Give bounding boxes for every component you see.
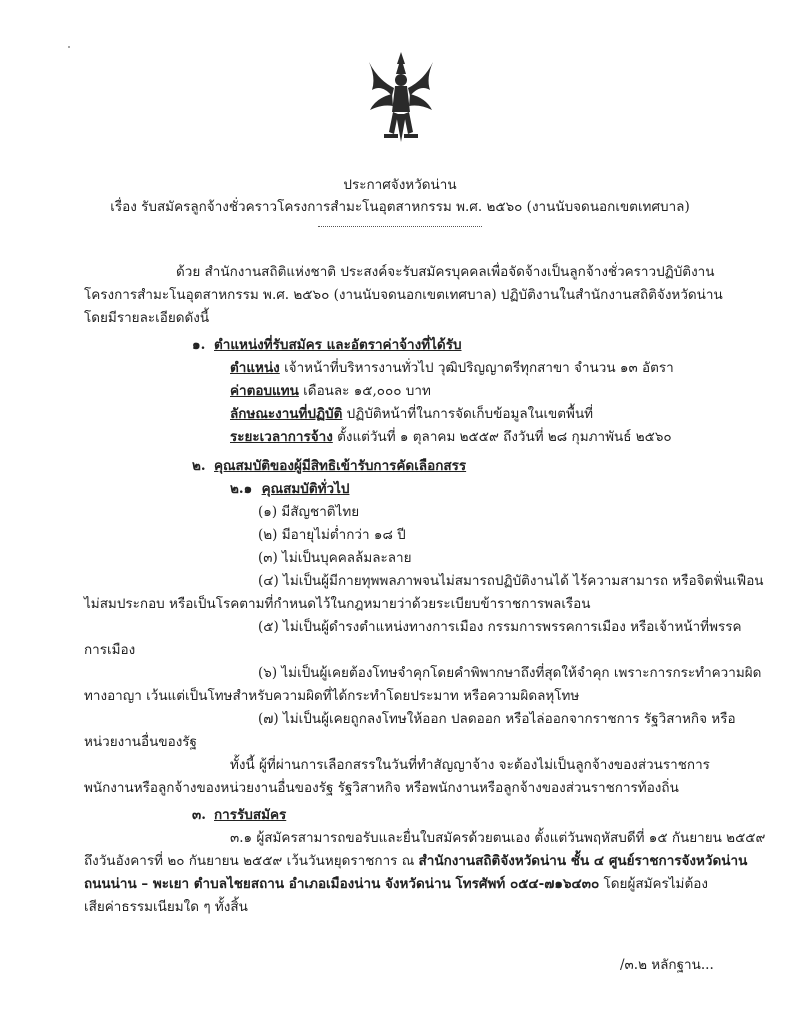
subsection-2-1-heading: คุณสมบัติทั่วไป — [261, 481, 350, 497]
position-value: เจ้าหน้าที่บริหารงานทั่วไป วุฒิปริญญาตรีทุกสาขา จำนวน ๑๓ อัตรา — [279, 360, 674, 376]
period-row — [230, 428, 672, 446]
application-address: ถนนน่าน – พะเยา ตำบลไชยสถาน อำเภอเมืองน่าน จังหวัดน่าน โทรศัพท์ ๐๕๔-๗๑๖๔๓๐ — [84, 876, 600, 892]
qualification-item-7-line-1: (๗) ไม่เป็นผู้เคยถูกลงโทษให้ออก ปลดออก หรือไล่ออกจากราชการ รัฐวิสาหกิจ หรือ — [258, 711, 736, 727]
qualification-item-4-line-2: ไม่สมประกอบ หรือเป็นโรคตามที่กำหนดไว้ในกฎหมายว่าด้วยระเบียบข้าราชการพลเรือน — [84, 596, 591, 612]
qualification-item-5-line-1: (๕) ไม่เป็นผู้ดำรงตำแหน่งทางการเมือง กรรมการพรรคการเมือง หรือเจ้าหน้าที่พรรค — [258, 619, 742, 635]
section-2-number: ๒. — [192, 458, 206, 474]
nature-label: ลักษณะงานที่ปฏิบัติ — [230, 406, 343, 422]
subject-line: เรื่อง รับสมัครลูกจ้างชั่วคราวโครงการสำมะโนอุตสาหกรรม พ.ศ. ๒๕๖๐ (งานนับจดนอกเขตเทศบาล) — [110, 199, 690, 215]
qualification-item-4-line-1: (๔) ไม่เป็นผู้มีกายทุพพลภาพจนไม่สมารถปฏิบัติงานได้ ไร้ความสามารถ หรือจิตฟั่นเฟือน — [258, 573, 764, 589]
subsection-2-1-number: ๒.๑ — [230, 481, 253, 497]
pay-label: ค่าตอบแทน — [230, 383, 299, 399]
page-title: ประกาศจังหวัดน่าน — [343, 177, 457, 193]
intro-line-2: โครงการสำมะโนอุตสาหกรรม พ.ศ. ๒๕๖๐ (งานนับจดนอกเขตเทศบาล) ปฏิบัติงานในสำนักงานสถิติจังหวัดน่าน — [84, 287, 723, 303]
continuation-marker: /๓.๒ หลักฐาน... — [620, 957, 714, 973]
garuda-emblem-icon — [366, 50, 436, 146]
position-row — [230, 359, 674, 377]
qualification-item-2: (๒) มีอายุไม่ต่ำกว่า ๑๘ ปี — [258, 527, 406, 543]
qualification-item-6-line-2: ทางอาญา เว้นแต่เป็นโทษสำหรับความผิดที่ได้กระทำโดยประมาท หรือความผิดลหุโทษ — [84, 688, 580, 704]
pay-value: เดือนละ ๑๕,๐๐๐ บาท — [298, 383, 431, 399]
position-label: ตำแหน่ง — [230, 360, 280, 376]
application-office: สำนักงานสถิติจังหวัดน่าน ชั้น ๔ ศูนย์ราชการจังหวัดน่าน — [418, 853, 748, 869]
period-value: ตั้งแต่วันที่ ๑ ตุลาคม ๒๕๕๙ ถึงวันที่ ๒๘ กุมภาพันธ์ ๒๕๖๐ — [332, 429, 672, 445]
nature-row — [230, 405, 593, 423]
qualification-item-1: (๑) มีสัญชาติไทย — [258, 504, 360, 520]
qualification-item-3: (๓) ไม่เป็นบุคคลล้มละลาย — [258, 550, 412, 566]
section-2-heading: คุณสมบัติของผู้มีสิทธิเข้ารับการคัดเลือกสรร — [214, 458, 467, 474]
intro-line-1: ด้วย สำนักงานสถิติแห่งชาติ ประสงค์จะรับสมัครบุคคลเพื่อจัดจ้างเป็นลูกจ้างชั่วคราวปฏิบัติงาน — [176, 264, 715, 280]
section-3-number: ๓. — [192, 807, 206, 823]
application-line-3 — [84, 875, 708, 893]
title-divider — [318, 226, 482, 227]
intro-line-3: โดยมีรายละเอียดดังนี้ — [84, 310, 210, 326]
qualification-item-6-line-1: (๖) ไม่เป็นผู้เคยต้องโทษจำคุกโดยคำพิพากษาถึงที่สุดให้จำคุก เพราะการกระทำความผิด — [258, 665, 762, 681]
pay-row — [230, 382, 431, 400]
qualification-note-line-2: พนักงานหรือลูกจ้างของหน่วยงานอื่นของรัฐ รัฐวิสาหกิจ หรือพนักงานหรือลูกจ้างของส่วนราชการท้องถิ่น — [84, 780, 679, 796]
application-line-4: เสียค่าธรรมเนียมใด ๆ ทั้งสิ้น — [84, 899, 248, 915]
application-line-2-text: ถึงวันอังคารที่ ๒๐ กันยายน ๒๕๕๙ เว้นวันหยุดราชการ ณ — [84, 853, 419, 869]
application-line-3-text: โดยผู้สมัครไม่ต้อง — [599, 876, 708, 892]
application-line-1: ๓.๑ ผู้สมัครสามารถขอรับและยื่นใบสมัครด้วยตนเอง ตั้งแต่วันพฤหัสบดีที่ ๑๕ กันยายน ๒๕๕๙ — [230, 830, 766, 846]
qualification-item-5-line-2: การเมือง — [84, 642, 136, 658]
subsection-2-1 — [230, 480, 349, 498]
scan-speck — [68, 46, 70, 48]
qualification-note-line-1: ทั้งนี้ ผู้ที่ผ่านการเลือกสรรในวันที่ทำสัญญาจ้าง จะต้องไม่เป็นลูกจ้างของส่วนราชการ — [230, 757, 710, 773]
section-3-heading: การรับสมัคร — [214, 807, 287, 823]
application-line-2 — [84, 852, 747, 870]
qualification-item-7-line-2: หน่วยงานอื่นของรัฐ — [84, 734, 197, 750]
section-1-heading: ตำแหน่งที่รับสมัคร และอัตราค่าจ้างที่ได้รับ — [214, 337, 462, 353]
period-label: ระยะเวลาการจ้าง — [230, 429, 333, 445]
section-1-number: ๑. — [192, 337, 206, 353]
nature-value: ปฏิบัติหน้าที่ในการจัดเก็บข้อมูลในเขตพื้นที่ — [342, 406, 594, 422]
